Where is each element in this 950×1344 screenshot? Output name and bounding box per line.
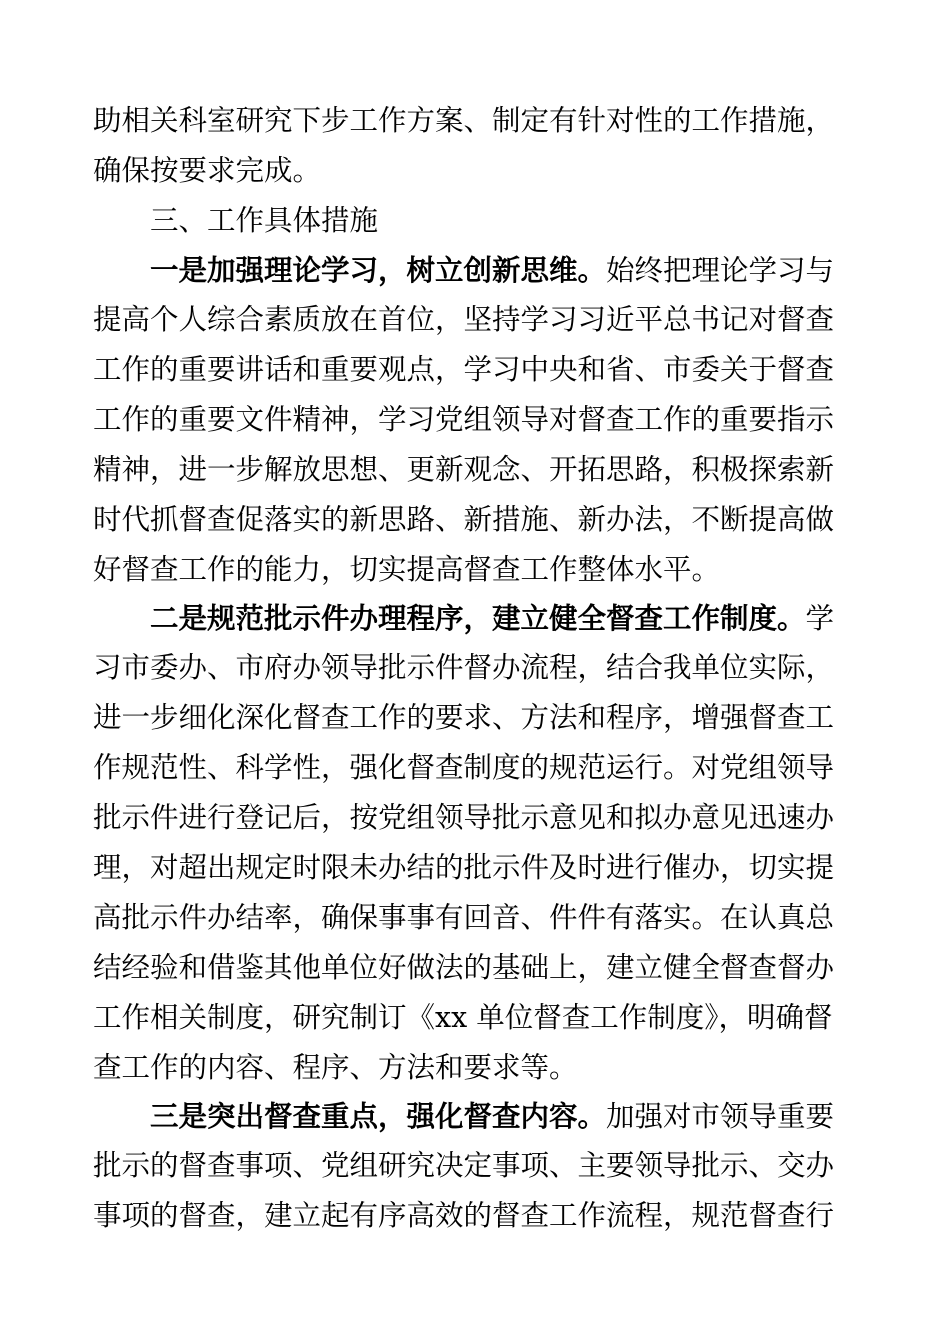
text-line: 理，对超出规定时限未办结的批示件及时进行催办，切实提 xyxy=(93,851,835,884)
text-line: 助相关科室研究下步工作方案、制定有针对性的工作措施， xyxy=(93,104,835,137)
text-line: 查工作的内容、程序、方法和要求等。 xyxy=(93,1051,578,1084)
paragraph-lead-bold: 二是规范批示件办理程序，建立健全督查工作制度。 xyxy=(150,601,806,635)
section-heading: 三、工作具体措施 xyxy=(150,204,379,237)
text-line: 提高个人综合素质放在首位，坚持学习习近平总书记对督查 xyxy=(93,303,835,336)
text-line: 工作的重要讲话和重要观点，学习中央和省、市委关于督查 xyxy=(93,353,835,386)
text-line: 结经验和借鉴其他单位好做法的基础上，建立健全督查督办 xyxy=(93,951,835,984)
text-line: 好督查工作的能力，切实提高督查工作整体水平。 xyxy=(93,553,721,586)
paragraph-lead-line xyxy=(150,1096,834,1136)
text-line: 批示的督查事项、党组研究决定事项、主要领导批示、交办 xyxy=(93,1149,835,1182)
text-line: 高批示件办结率，确保事事有回音、件件有落实。在认真总 xyxy=(93,901,835,934)
paragraph-lead-bold: 三是突出督查重点，强化督查内容。 xyxy=(150,1099,607,1133)
paragraph-lead-text: 加强对市领导重要 xyxy=(606,1100,835,1133)
paragraph-lead-text: 始终把理论学习与 xyxy=(606,254,835,287)
paragraph-lead-line xyxy=(150,598,834,638)
text-line: 批示件进行登记后，按党组领导批示意见和拟办意见迅速办 xyxy=(93,801,835,834)
text-line: 事项的督查，建立起有序高效的督查工作流程，规范督查行 xyxy=(93,1199,835,1232)
text-line: 工作的重要文件精神，学习党组领导对督查工作的重要指示 xyxy=(93,403,835,436)
paragraph-lead-bold: 一是加强理论学习，树立创新思维。 xyxy=(150,253,607,287)
text-line: 精神，进一步解放思想、更新观念、开拓思路，积极探索新 xyxy=(93,453,835,486)
text-line: 进一步细化深化督查工作的要求、方法和程序，增强督查工 xyxy=(93,701,835,734)
paragraph-lead-line xyxy=(150,250,834,290)
text-line: 时代抓督查促落实的新思路、新措施、新办法，不断提高做 xyxy=(93,503,835,536)
text-line: 工作相关制度，研究制订《xx 单位督查工作制度》，明确督 xyxy=(93,1001,833,1034)
paragraph-lead-text: 学 xyxy=(805,602,835,635)
text-line: 作规范性、科学性，强化督查制度的规范运行。对党组领导 xyxy=(93,751,835,784)
text-line: 习市委办、市府办领导批示件督办流程，结合我单位实际， xyxy=(93,651,835,684)
text-line: 确保按要求完成。 xyxy=(93,154,322,187)
